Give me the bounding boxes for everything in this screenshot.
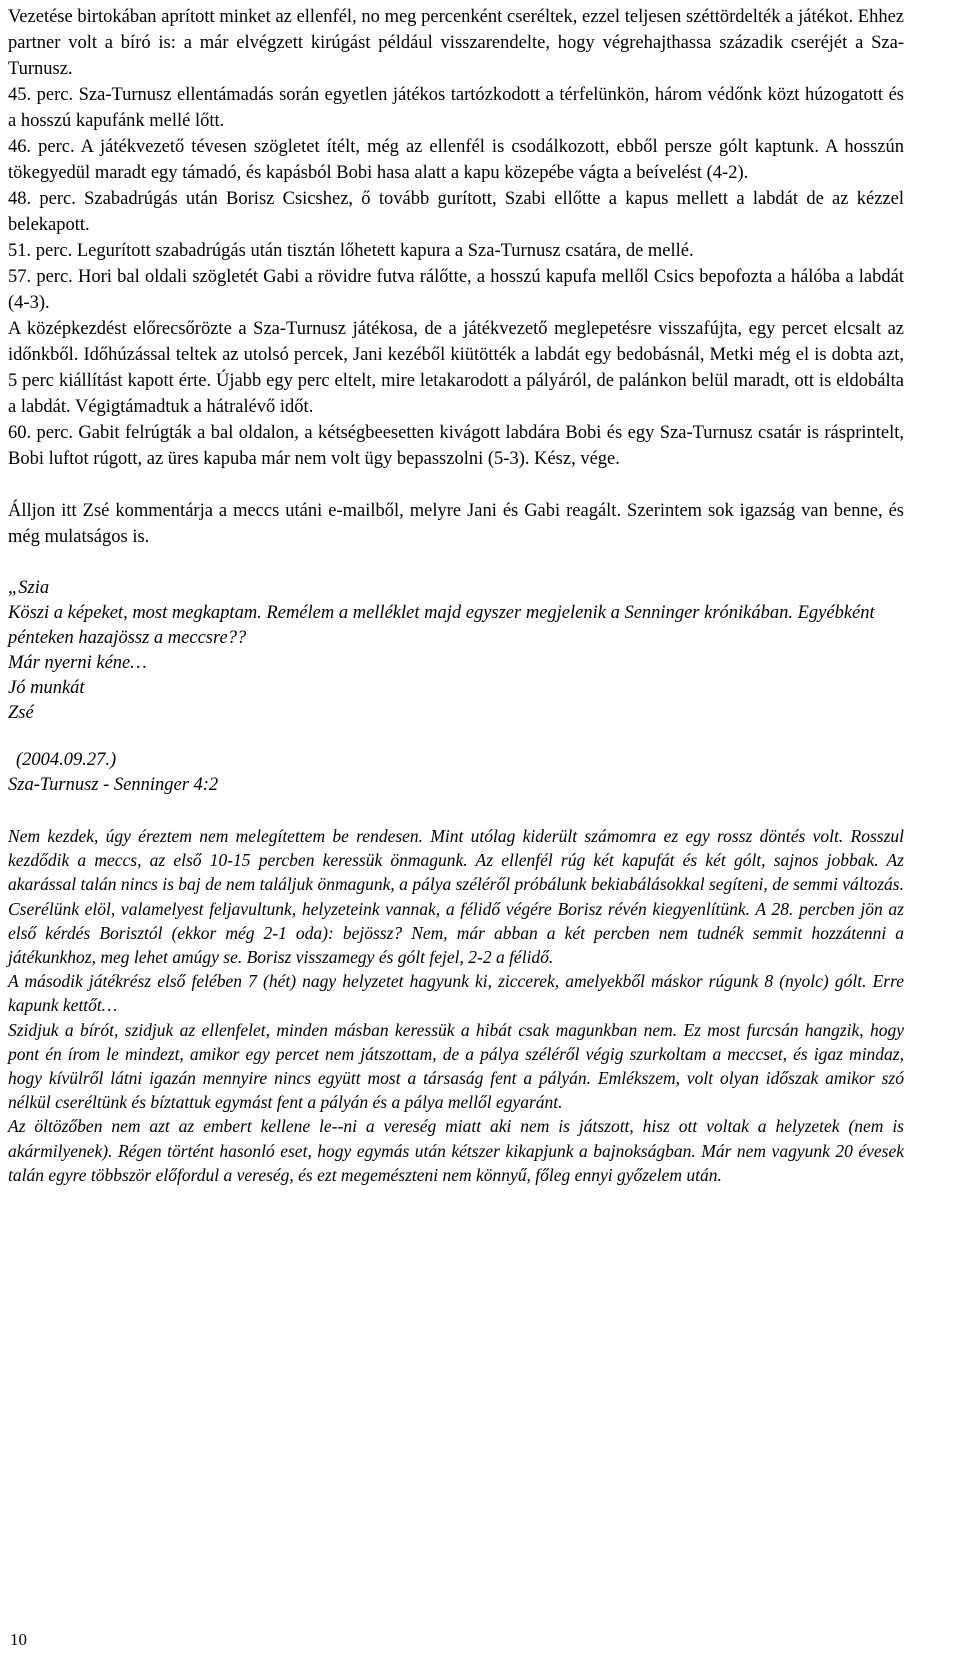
report-paragraph: 48. perc. Szabadrúgás után Borisz Csicshez, ő tovább gurított, Szabi ellőtte a kapus mellett a labdát de az kézzel belekapott. [8, 189, 904, 235]
report-paragraph: 51. perc. Legurított szabadrúgás után tisztán lőhetett kapura a Sza-Turnusz csatára, de mellé. [8, 241, 694, 261]
email-date: (2004.09.27.) [16, 750, 117, 770]
intro-block [8, 498, 904, 550]
match-result: Sza-Turnusz - Senninger 4:2 [8, 775, 219, 795]
spacer [8, 472, 904, 498]
email-greeting: „Szia [8, 578, 50, 598]
reply-paragraph: Szidjuk a bírót, szidjuk az ellenfelet, minden másban keressük a hibát csak magunkban nem. Ez most furcsán hangzik, hogy pont én írom le mindezt, amikor egy percet nem játszottam, de a pálya széléről végig szurkoltam a meccset, és igaz mindaz, hogy kívülről látni igazán mennyire nincs együtt most a társaság fent a pályán. Emlékszem, volt olyan időszak amikor szó nélkül cseréltünk és bíztattuk egymást fent a pályán és a pálya mellől egyaránt. [8, 1019, 904, 1113]
email-reply [8, 824, 904, 1187]
spacer [8, 798, 904, 824]
email-signature: Zsé [8, 703, 34, 723]
page-number: 10 [10, 1630, 27, 1649]
reply-paragraph: A második játékrész első felében 7 (hét) nagy helyzetet hagyunk ki, ziccerek, amelyekből máskor rúgunk 8 (nyolc) gólt. Erre kapunk kettőt… [8, 971, 904, 1016]
page-content [8, 4, 904, 1187]
match-report [8, 4, 904, 472]
intro-paragraph: Álljon itt Zsé kommentárja a meccs utáni e-mailből, melyre Jani és Gabi reagált. Szerintem sok igazság van benne, és még mulatságos is. [8, 501, 904, 547]
reply-paragraph: Nem kezdek, úgy éreztem nem melegítettem be rendesen. Mint utólag kiderült számomra ez egy rossz döntés volt. Rosszul kezdődik a meccs, az első 10-15 percben keressük önmagunk. Az ellenfél rúg két kapufát és két gólt, sajnos jobbak. Az akarással talán nincs is baj de nem találjuk önmagunk, a pálya széléről próbálunk bekiabálásokkal segíteni, de semmi változás. Cserélünk elöl, valamelyest feljavultunk, helyzeteink vannak, a félidő végére Borisz révén kiegyenlítünk. A 28. percben jön az első kérdés Borisztól (ekkor még 2-1 oda): bejössz? Nem, már abban a két percben nem tudnék semmit hozzátenni a játékunkhoz, meg lehet amúgy se. Borisz visszamegy és gólt fejel, 2-2 a félidő. [8, 826, 904, 968]
report-paragraph: Vezetése birtokában aprított minket az ellenfél, no meg percenként cseréltek, ezzel teljesen széttördelték a játékot. Ehhez partner volt a bíró is: a már elvégzett kirúgást például visszarendelte, hogy végrehajthassa századik cseréjét a Sza-Turnusz. [8, 7, 904, 79]
email-line: Már nyerni kéne… [8, 653, 147, 673]
reply-paragraph: Az öltözőben nem azt az embert kellene le--ni a vereség miatt aki nem is játszott, hisz ott voltak a helyzetek (nem is akármilyenek). Régen történt hasonló eset, hogy egymás után kétszer kikapjunk a bajnokságban. Már nem vagyunk 20 évesek talán egyre többször előfordul a vereség, és ezt megemészteni nem könnyű, főleg ennyi győzelem után. [8, 1116, 904, 1185]
report-paragraph: 46. perc. A játékvezető tévesen szögletet ítélt, még az ellenfél is csodálkozott, ebből persze gólt kaptunk. A hosszún tökegyedül maradt egy támadó, és kapásból Bobi hasa alatt a kapu közepébe vágta a beívelést (4-2). [8, 137, 904, 183]
report-paragraph: 60. perc. Gabit felrúgták a bal oldalon, a kétségbeesetten kivágott labdára Bobi és egy Sza-Turnusz csatár is rásprintelt, Bobi luftot rúgott, az üres kapuba már nem volt ügy bepasszolni (5-3). Kész, vége. [8, 423, 904, 469]
report-paragraph: 45. perc. Sza-Turnusz ellentámadás során egyetlen játékos tartózkodott a térfelünkön, három védőnk közt húzogatott és a hosszú kapufánk mellé lőtt. [8, 85, 904, 131]
report-paragraph: 57. perc. Hori bal oldali szögletét Gabi a rövidre futva rálőtte, a hosszú kapufa mellől Csics bepofozta a hálóba a labdát (4-3). [8, 267, 904, 313]
spacer [8, 726, 904, 748]
email-header [8, 748, 904, 798]
email-line: Jó munkát [8, 678, 85, 698]
spacer [8, 550, 904, 576]
report-paragraph: A középkezdést előrecsőrözte a Sza-Turnusz játékosa, de a játékvezető meglepetésre visszafújta, egy percet elcsalt az időnkből. Időhúzással teltek az utolsó percek, Jani kezéből kiütötték a labdát egy bedobásnál, Metki még el is dobta azt, 5 perc kiállítást kapott érte. Újabb egy perc eltelt, mire letakarodott a pályáról, de palánkon belül maradt, ott is eldobálta a labdát. Végigtámadtuk a hátralévő időt. [8, 319, 904, 417]
email-body: Köszi a képeket, most megkaptam. Remélem a melléklet majd egyszer megjelenik a Senninger krónikában. Egyébként pénteken hazajössz a meccsre?? [8, 603, 875, 648]
email-zse [8, 576, 904, 726]
